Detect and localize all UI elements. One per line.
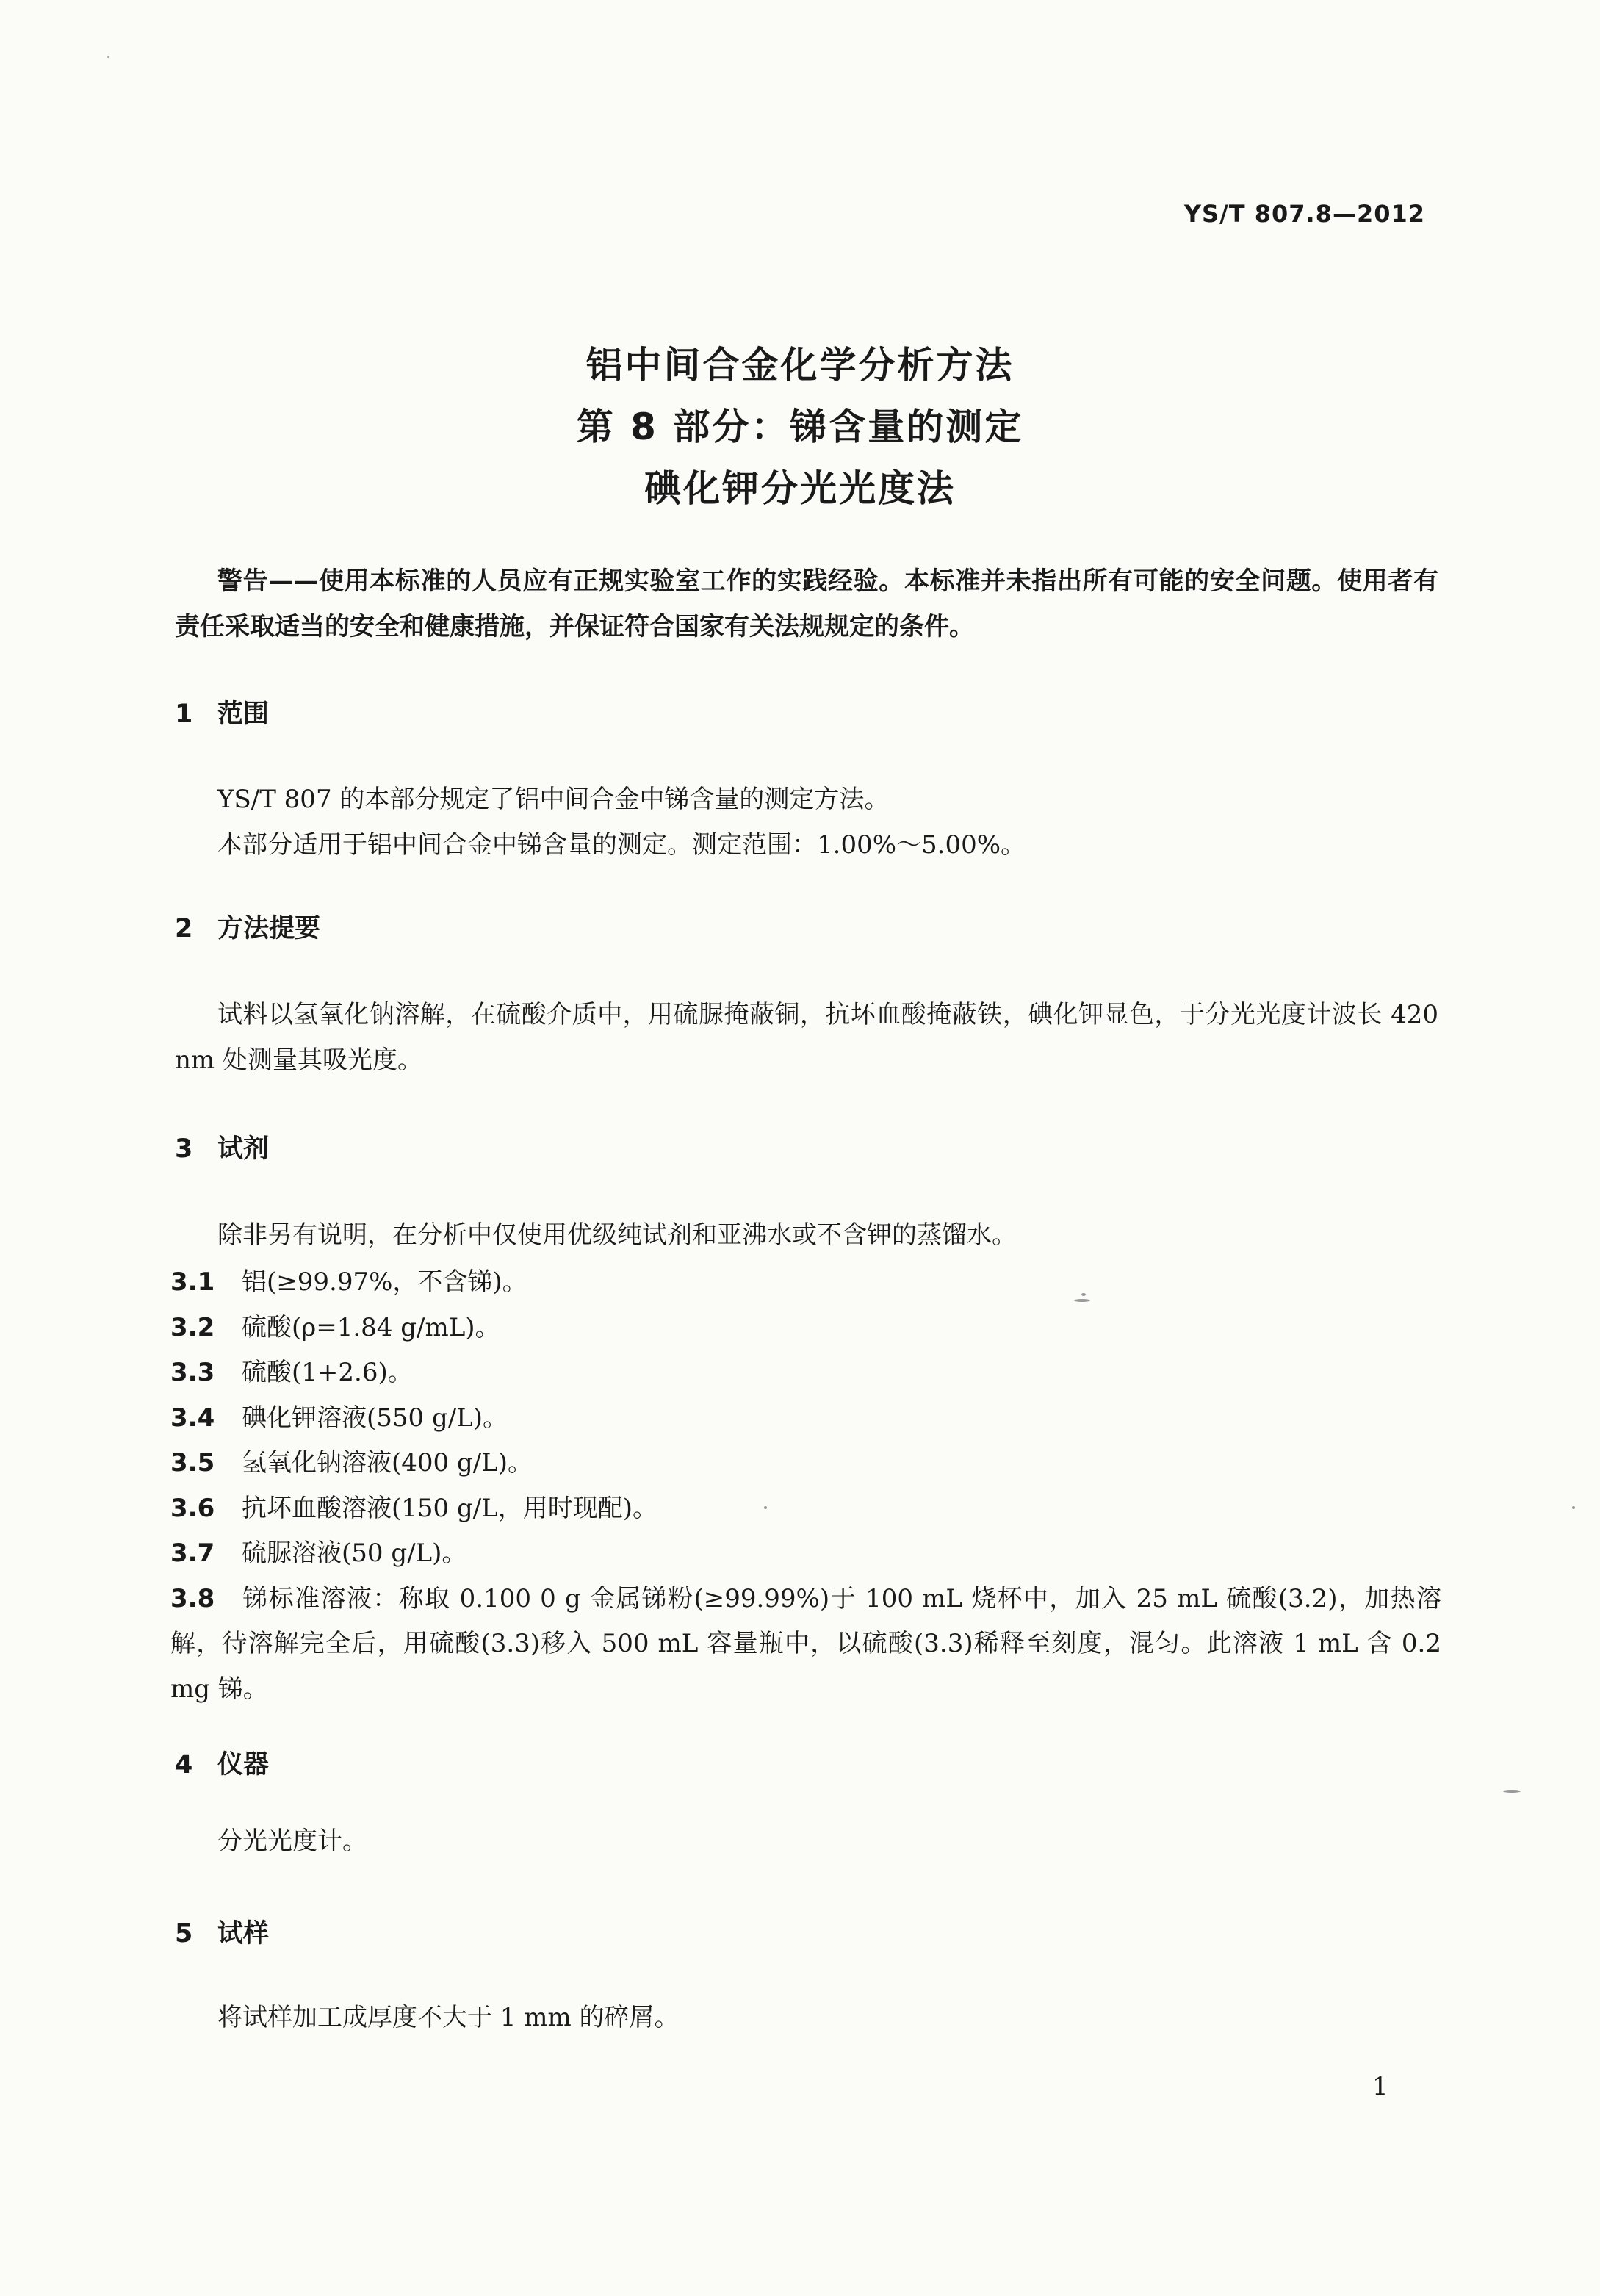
section-title: 试样	[217, 1919, 270, 1948]
list-item	[170, 1306, 1441, 1351]
title-line-3: 碘化钾分光光度法	[644, 467, 956, 510]
section-5-heading	[175, 1913, 269, 1950]
item-text: 硫酸(ρ=1.84 g/mL)。	[242, 1312, 500, 1342]
list-item	[170, 1260, 1441, 1306]
section-title: 方法提要	[217, 914, 321, 943]
item-number: 3.6	[170, 1493, 215, 1523]
section-title: 范围	[217, 699, 270, 729]
scan-speck	[1081, 1293, 1086, 1296]
section-4-paragraph: 分光光度计。	[217, 1827, 367, 1856]
section-1-paragraph-1: YS/T 807 的本部分规定了铝中间合金中锑含量的测定方法。	[217, 785, 890, 814]
item-text: 抗坏血酸溶液(150 g/L，用时现配)。	[242, 1493, 658, 1523]
title-line-2: 第 8 部分：锑含量的测定	[576, 406, 1024, 448]
list-item	[170, 1531, 1441, 1577]
section-number: 2	[175, 914, 193, 943]
item-number: 3.5	[170, 1448, 215, 1478]
scan-speck	[764, 1506, 767, 1509]
item-text: 氢氧化钠溶液(400 g/L)。	[242, 1448, 533, 1478]
item-text: 锑标准溶液：称取 0.100 0 g 金属锑粉(≥99.99%)于 100 mL 烧杯中，加入 25 mL 硫酸(3.2)，加热溶解，待溶解完全后，用硫酸(3.3)移入 500 mL 容量瓶中，以硫酸(3.3)稀释至刻度，混匀。此溶液 1 mL 含 0.2 mg 锑。	[170, 1583, 1441, 1704]
reagent-list	[170, 1260, 1441, 1712]
section-number: 3	[175, 1134, 193, 1164]
item-number: 3.7	[170, 1539, 215, 1568]
section-1-paragraph-2: 本部分适用于铝中间合金中锑含量的测定。测定范围：1.00%～5.00%。	[217, 830, 1026, 860]
section-4-heading	[175, 1744, 269, 1781]
section-number: 1	[175, 699, 193, 729]
section-3-intro: 除非另有说明，在分析中仅使用优级纯试剂和亚沸水或不含钾的蒸馏水。	[217, 1220, 1017, 1250]
section-2-paragraph: 试料以氢氧化钠溶解，在硫酸介质中，用硫脲掩蔽铜，抗坏血酸掩蔽铁，碘化钾显色，于分光光度计波长 420 nm 处测量其吸光度。	[175, 1000, 1438, 1075]
section-5-paragraph: 将试样加工成厚度不大于 1 mm 的碎屑。	[217, 2003, 680, 2032]
list-item	[170, 1441, 1441, 1486]
section-title: 仪器	[217, 1750, 270, 1779]
scan-speck	[1572, 1506, 1575, 1509]
list-item	[170, 1577, 1441, 1713]
item-number: 3.4	[170, 1403, 215, 1433]
warning-paragraph: 警告——使用本标准的人员应有正规实验室工作的实践经验。本标准并未指出所有可能的安全问题。使用者有责任采取适当的安全和健康措施，并保证符合国家有关法规规定的条件。	[175, 566, 1438, 641]
section-1-heading	[175, 694, 269, 730]
item-text: 硫酸(1+2.6)。	[242, 1358, 413, 1387]
section-title: 试剂	[217, 1134, 270, 1164]
section-number: 4	[175, 1750, 193, 1779]
item-text: 铝(≥99.97%，不含锑)。	[242, 1267, 527, 1297]
title-line-1: 铝中间合金化学分析方法	[585, 344, 1015, 386]
item-number: 3.3	[170, 1358, 215, 1387]
item-text: 硫脲溶液(50 g/L)。	[242, 1539, 467, 1568]
document-title	[0, 334, 1600, 519]
scan-speck	[1503, 1790, 1521, 1793]
item-number: 3.2	[170, 1312, 215, 1342]
item-text: 碘化钾溶液(550 g/L)。	[242, 1403, 508, 1433]
item-number: 3.8	[170, 1583, 215, 1613]
standard-code: YS/T 807.8—2012	[1183, 200, 1425, 228]
scan-speck	[1074, 1299, 1090, 1302]
page-number: 1	[1372, 2072, 1388, 2101]
section-3-heading	[175, 1129, 269, 1165]
list-item	[170, 1396, 1441, 1442]
list-item	[170, 1486, 1441, 1532]
scan-speck	[107, 56, 109, 58]
item-number: 3.1	[170, 1267, 215, 1297]
list-item	[170, 1350, 1441, 1396]
section-2-heading	[175, 908, 320, 945]
section-number: 5	[175, 1919, 193, 1948]
